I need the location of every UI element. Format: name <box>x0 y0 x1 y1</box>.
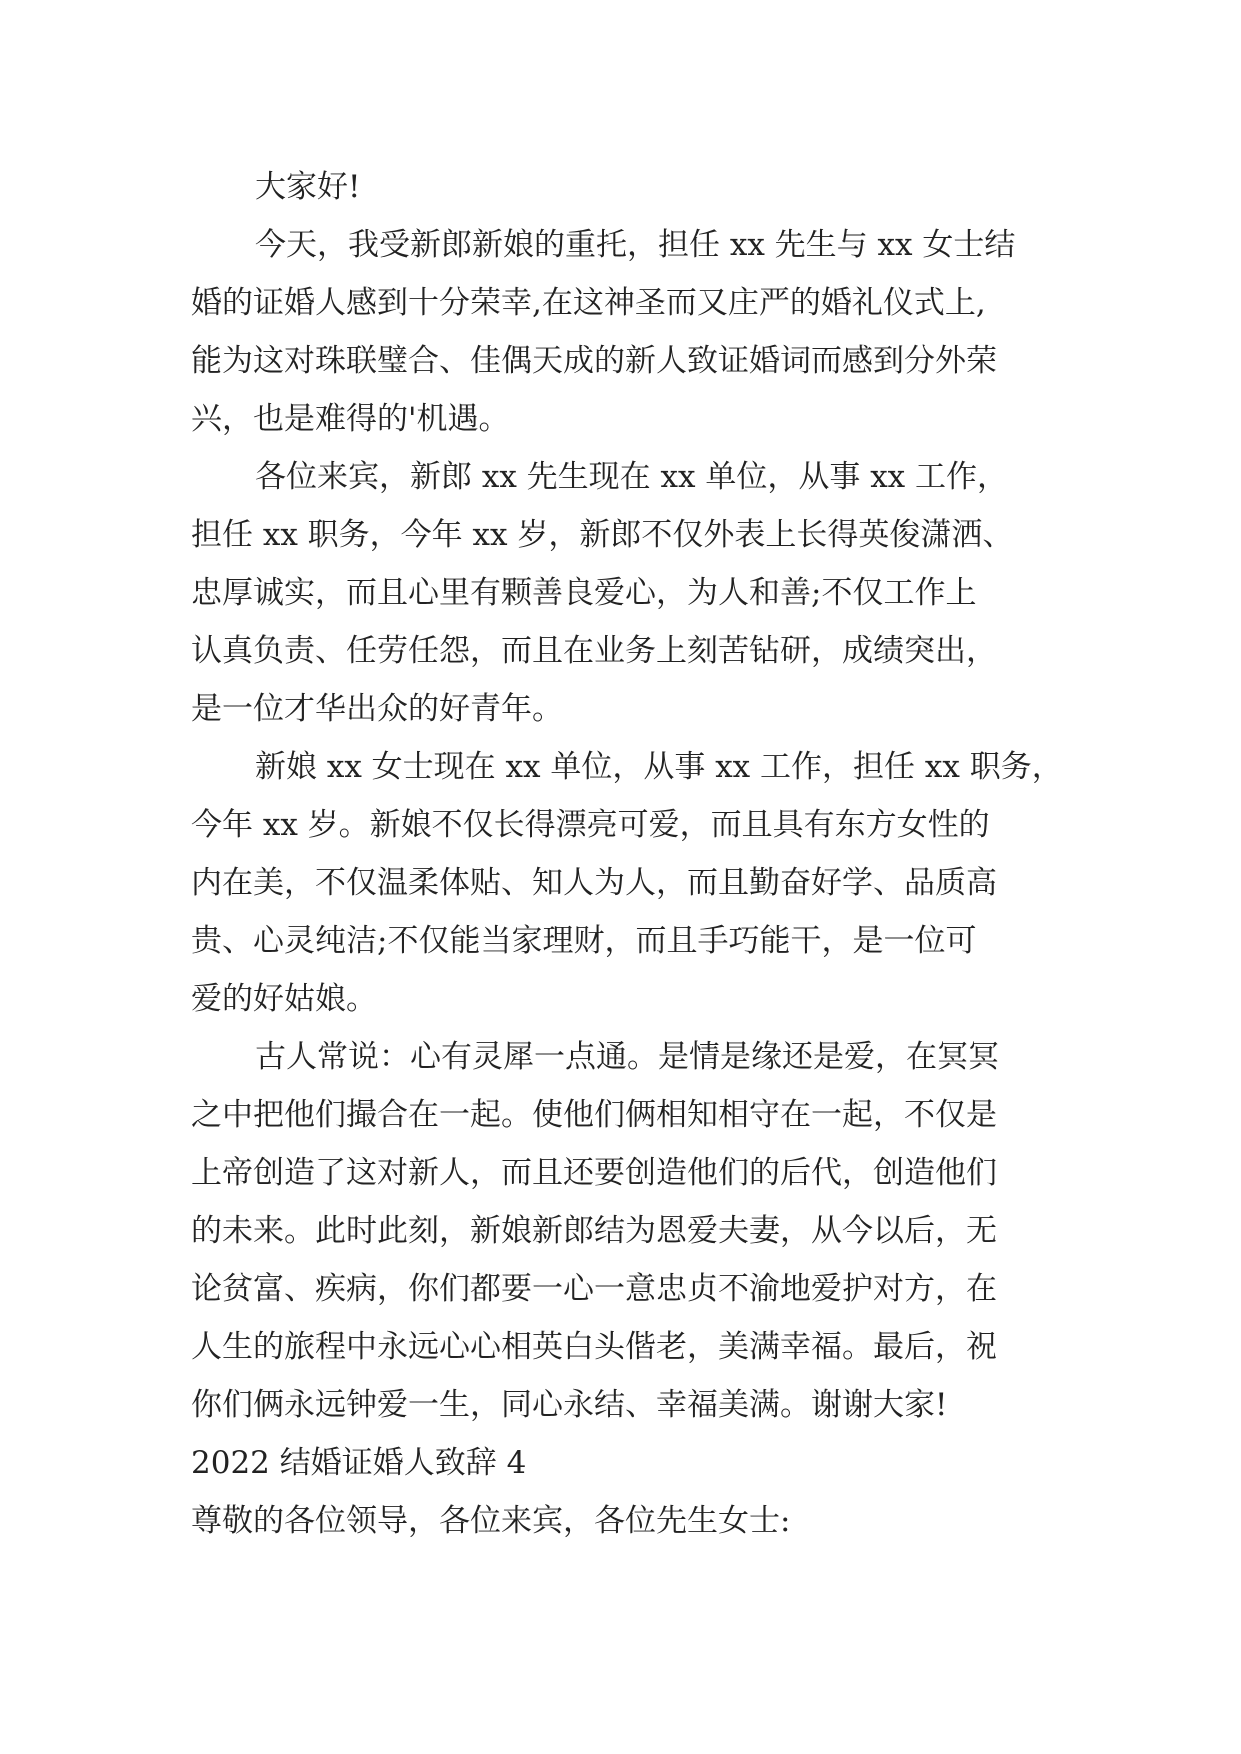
paragraph-3-line-3: 内在美，不仅温柔体贴、知人为人，而且勤奋好学、品质高 <box>191 865 997 901</box>
paragraph-2-line-3: 忠厚诚实，而且心里有颗善良爱心，为人和善;不仅工作上 <box>191 575 977 611</box>
paragraph-4-line-1: 古人常说：心有灵犀一点通。是情是缘还是爱，在冥冥 <box>255 1039 999 1075</box>
paragraph-2-line-4: 认真负责、任劳任怨，而且在业务上刻苦钻研，成绩突出， <box>191 633 997 669</box>
paragraph-4-line-6: 人生的旅程中永远心心相英白头偕老，美满幸福。最后，祝 <box>191 1329 997 1365</box>
paragraph-2-line-1: 各位来宾，新郎 xx 先生现在 xx 单位，从事 xx 工作， <box>255 459 1009 495</box>
paragraph-4-line-5: 论贫富、疾病，你们都要一心一意忠贞不渝地爱护对方，在 <box>191 1271 997 1307</box>
paragraph-3-line-2: 今年 xx 岁。新娘不仅长得漂亮可爱，而且具有东方女性的 <box>191 807 990 843</box>
paragraph-3-line-5: 爱的好姑娘。 <box>191 981 377 1017</box>
paragraph-3-line-1: 新娘 xx 女士现在 xx 单位，从事 xx 工作，担任 xx 职务， <box>255 749 1063 785</box>
paragraph-4-line-4: 的未来。此时此刻，新娘新郎结为恩爱夫妻，从今以后，无 <box>191 1213 997 1249</box>
section-heading: 2022 结婚证婚人致辞 4 <box>191 1445 527 1481</box>
greeting-line: 大家好! <box>255 169 361 205</box>
paragraph-4-line-2: 之中把他们撮合在一起。使他们俩相知相守在一起，不仅是 <box>191 1097 997 1133</box>
paragraph-1-line-1: 今天，我受新郎新娘的重托，担任 xx 先生与 xx 女士结 <box>255 227 1016 263</box>
paragraph-4-line-3: 上帝创造了这对新人，而且还要创造他们的后代，创造他们 <box>191 1155 997 1191</box>
paragraph-1-line-3: 能为这对珠联璧合、佳偶天成的新人致证婚词而感到分外荣 <box>191 343 997 379</box>
paragraph-2-line-5: 是一位才华出众的好青年。 <box>191 691 563 727</box>
paragraph-2-line-2: 担任 xx 职务，今年 xx 岁，新郎不仅外表上长得英俊潇洒、 <box>191 517 1014 553</box>
document-body <box>191 158 1081 1550</box>
paragraph-4-line-7: 你们俩永远钟爱一生，同心永结、幸福美满。谢谢大家! <box>191 1387 948 1423</box>
salutation-line: 尊敬的各位领导，各位来宾，各位先生女士: <box>191 1503 791 1539</box>
paragraph-3-line-4: 贵、心灵纯洁;不仅能当家理财，而且手巧能干，是一位可 <box>191 923 977 959</box>
paragraph-1-line-2: 婚的证婚人感到十分荣幸,在这神圣而又庄严的婚礼仪式上, <box>191 285 986 321</box>
paragraph-1-line-4: 兴，也是难得的'机遇。 <box>191 401 510 437</box>
